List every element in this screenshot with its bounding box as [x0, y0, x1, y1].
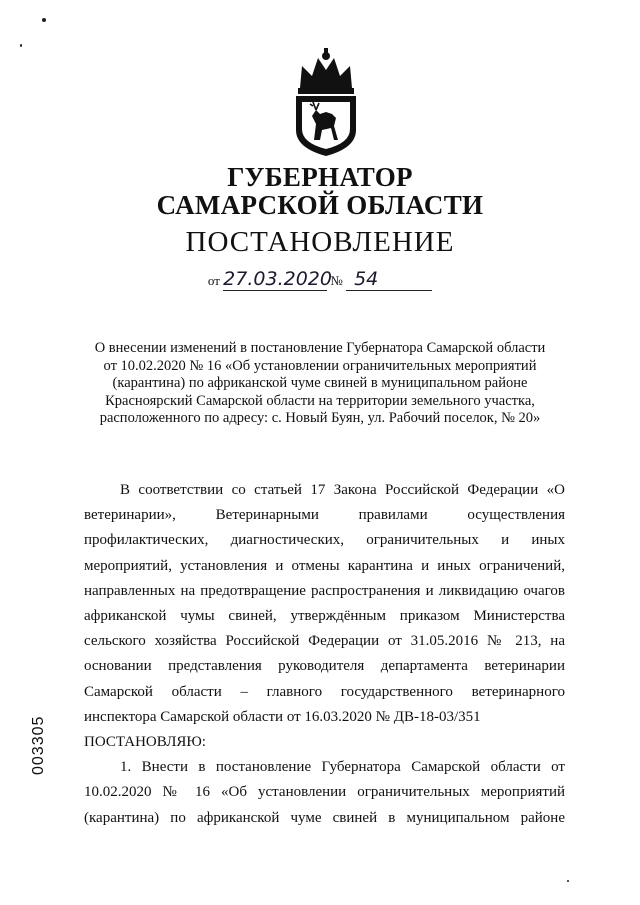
scan-speck [567, 880, 569, 882]
scan-speck [20, 44, 22, 47]
preamble-paragraph: В соответствии со статьей 17 Закона Российской Федерации «О ветеринарии», Ветеринарными правилами осуществления профилактических, диагностических, ограничительных и иных мероприятий, установления и отмены карантина и иных ограничений, направленных на предотвращение распространения и ликвидацию очагов африканской чумы свиней, утверждённым приказом Министерства сельского хозяйства Российской Федерации от 31.05.2016 № 213, на основании представления руководителя департамента ветеринарии Самарской области – главного государственного ветеринарного инспектора Самарской области от 16.03.2020 № ДВ-18-03/351 [84, 482, 565, 725]
title-line: от 10.02.2020 № 16 «Об установлении ограничительных мероприятий [103, 357, 537, 374]
scan-speck [42, 18, 46, 22]
number-label: № [330, 273, 343, 288]
title-line: Красноярский Самарской области на территории земельного участка, [105, 392, 535, 409]
dateline [0, 268, 640, 291]
title-line: О внесении изменений в постановление Губернатора Самарской области [94, 340, 546, 356]
document-number: 54 [346, 268, 432, 291]
authority-line-2: САМАРСКОЙ ОБЛАСТИ [156, 190, 484, 220]
coat-of-arms-icon [286, 48, 366, 158]
document-body [84, 478, 565, 831]
authority-line-1: ГУБЕРНАТОР [227, 162, 413, 192]
document-date: 27.03.2020 [223, 268, 332, 290]
clause-1-paragraph: 1. Внести в постановление Губернатора Самарской области от 10.02.2020 № 16 «Об установлении ограничительных мероприятий (карантина) по африканской чуме свиней в муниципальном районе [84, 759, 565, 826]
document-title [60, 340, 580, 428]
decree-word: ПОСТАНОВЛЯЮ: [84, 734, 206, 751]
document-type: ПОСТАНОВЛЕНИЕ [185, 226, 455, 258]
title-line: (карантина) по африканской чуме свиней в муниципальном районе [112, 375, 528, 391]
title-line: расположенного по адресу: с. Новый Буян, ул. Рабочий поселок, № 20» [99, 410, 541, 426]
registration-code: 003305 [30, 715, 47, 775]
date-label: от [207, 273, 220, 288]
